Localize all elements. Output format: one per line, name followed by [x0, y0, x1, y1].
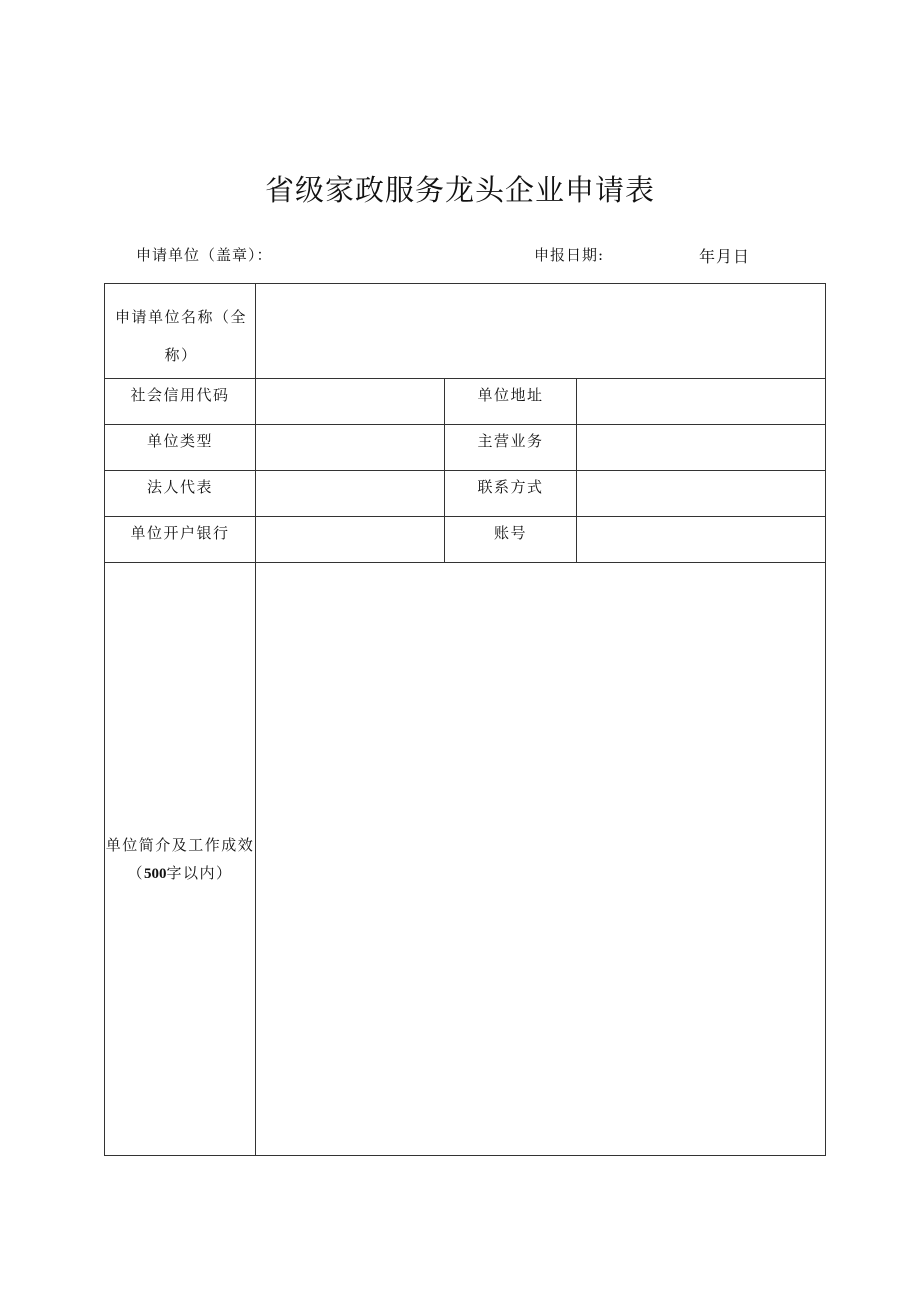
intro-limit-suffix: 字以内）	[166, 863, 233, 882]
credit-code-label: 社会信用代码	[105, 379, 256, 425]
credit-code-field[interactable]	[256, 379, 445, 425]
intro-label	[105, 563, 256, 1156]
bank-field[interactable]	[256, 517, 445, 563]
contact-field[interactable]	[577, 471, 826, 517]
address-label: 单位地址	[445, 379, 577, 425]
unit-type-field[interactable]	[256, 425, 445, 471]
intro-limit-number: 500	[144, 865, 167, 882]
legal-rep-label: 法人代表	[105, 471, 256, 517]
form-title: 省级家政服务龙头企业申请表	[264, 173, 655, 207]
main-business-field[interactable]	[577, 425, 826, 471]
unit-full-name-label: 申请单位名称（全称）	[105, 284, 256, 379]
table-row	[105, 471, 826, 517]
contact-label: 联系方式	[445, 471, 577, 517]
date-format-label: 年月日	[699, 247, 751, 266]
unit-type-label: 单位类型	[105, 425, 256, 471]
account-field[interactable]	[577, 517, 826, 563]
bank-label: 单位开户银行	[105, 517, 256, 563]
address-field[interactable]	[577, 379, 826, 425]
applicant-unit-label: 申请单位（盖章）：	[136, 246, 273, 264]
table-row	[105, 284, 826, 379]
legal-rep-field[interactable]	[256, 471, 445, 517]
intro-field[interactable]	[256, 563, 826, 1156]
intro-limit-prefix: （	[127, 863, 144, 882]
table-row	[105, 379, 826, 425]
application-form-table	[104, 283, 826, 1156]
table-row	[105, 563, 826, 1156]
account-label: 账号	[445, 517, 577, 563]
intro-word-limit	[105, 859, 255, 888]
table-row	[105, 517, 826, 563]
intro-label-text: 单位简介及工作成效	[105, 835, 255, 854]
unit-full-name-field[interactable]	[256, 284, 826, 379]
main-business-label: 主营业务	[445, 425, 577, 471]
table-row	[105, 425, 826, 471]
declaration-date-label: 申报日期:	[534, 246, 605, 264]
